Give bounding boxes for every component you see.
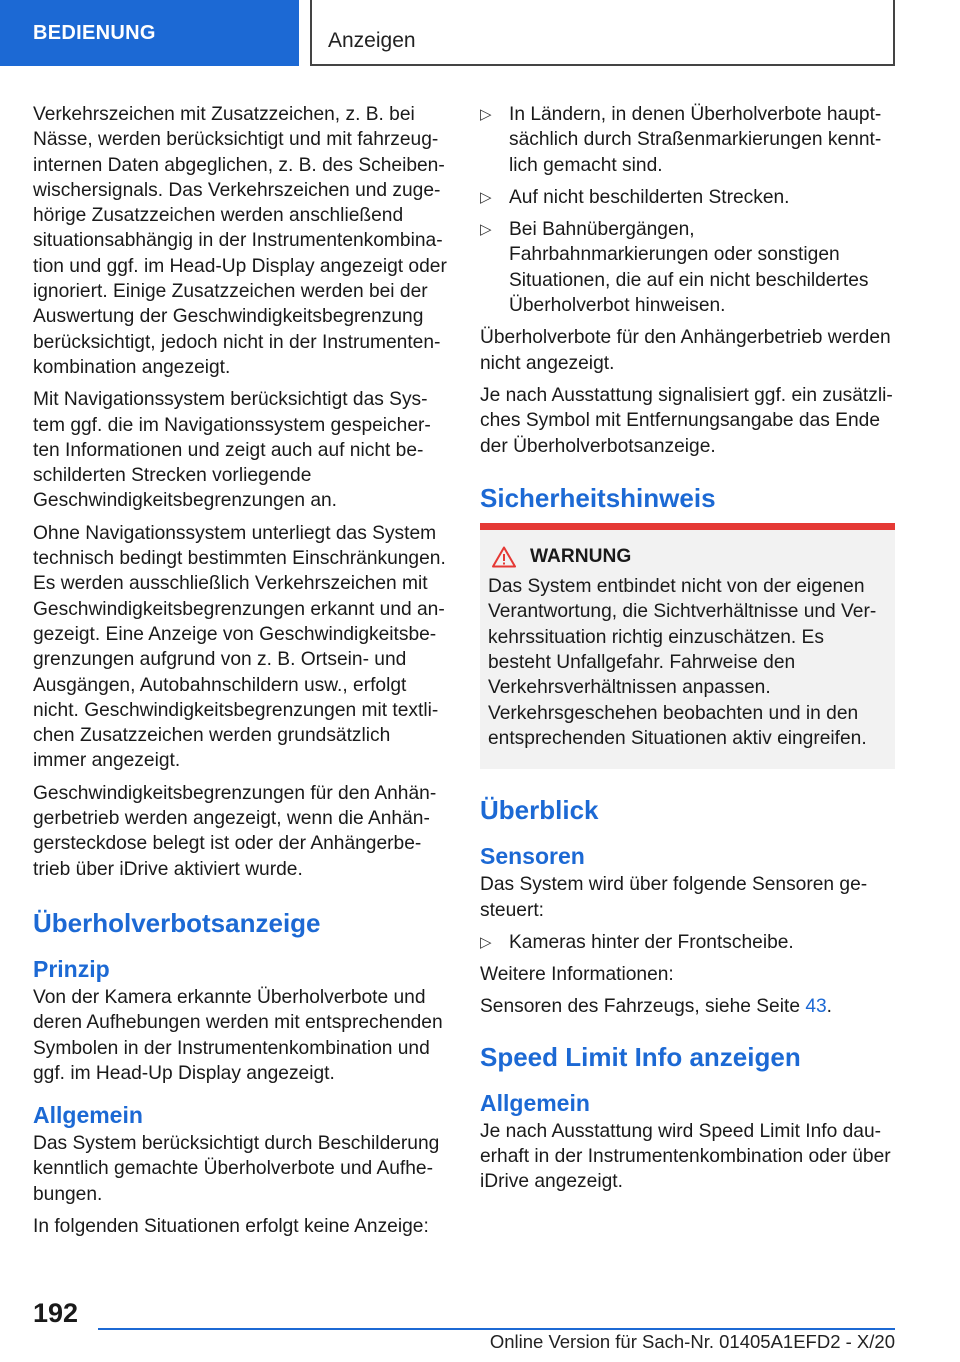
paragraph: Je nach Ausstattung wird Speed Limit Info dauerhaft in der Instrumentenkombination oder über iDrive angezeigt. <box>480 1120 891 1193</box>
section-heading-overview: Überblick <box>480 795 599 826</box>
paragraph: Das System wird über folgende Sensoren gesteuert: <box>480 874 868 921</box>
left-column <box>33 102 448 1246</box>
subheading-general: Allgemein <box>33 1102 143 1129</box>
list-item: ▷ Kameras hinter der Frontscheibe. <box>480 930 895 955</box>
paragraph: Ohne Navigationssystem unterliegt das System technisch bedingt bestimmten Einschränkungen. Es werden ausschließlich Verkehrszeichen mit Geschwindigkeitsbegrenzungen erkannt und angezeigt. Eine Anzeige von Geschwindigkeitsbegrenzungen aufgrund von z. B. Ortsein- und Ausgängen, Autobahnschildern usw., erfolgt nicht. Geschwindigkeitsbegrenzungen mit textlichen Zusatzzeichen werden grundsätzlich immer angezeigt. <box>33 522 446 772</box>
warning-title: WARNUNG <box>488 544 887 569</box>
section-tab[interactable]: BEDIENUNG <box>0 0 299 66</box>
triangle-bullet-icon: ▷ <box>480 221 492 239</box>
list-item: ▷ Auf nicht beschilderten Strecken. <box>480 185 895 210</box>
page-number: 192 <box>33 1298 79 1328</box>
warning-bar <box>480 523 895 530</box>
paragraph: Von der Kamera erkannte Überholverbote und deren Aufhebungen werden mit entsprechenden Symbolen in der Instrumentenkombination und ggf. im Head-Up Display angezeigt. <box>33 986 443 1084</box>
subheading-principle: Prinzip <box>33 955 110 982</box>
paragraph: Verkehrszeichen mit Zusatzzeichen, z. B. bei Nässe, werden berücksichtigt und mit fahrzeuginternen Daten abgeglichen, z. B. des Scheibenwischersignals. Das Verkehrszeichen und zugehörige Zusatzzeichen werden anschließend situationsabhängig in der Instrumentenkombination und ggf. im Head-Up Display angezeigt oder ignoriert. Einige Zusatzzeichen werden bei der Auswertung der Geschwindigkeitsbegrenzung berücksichtigt, jedoch nicht in der Instrumentenkombination angezeigt. <box>33 104 447 378</box>
paragraph: Weitere Informationen: <box>480 964 674 986</box>
paragraph: Mit Navigationssystem berücksichtigt das System ggf. die im Navigationssystem gespeicherten Informationen und zeigt auch auf nicht beschilderten Strecken vorliegende Geschwindigkeitsbegrenzungen an. <box>33 389 431 512</box>
bullet-list <box>480 930 895 955</box>
page-reference-link[interactable]: 43 <box>805 996 827 1018</box>
paragraph: Je nach Ausstattung signalisiert ggf. ein zusätzliches Symbol mit Entfernungsangabe das Ende der Überholverbotsanzeige. <box>480 384 893 457</box>
section-heading-safety: Sicherheitshinweis <box>480 482 716 513</box>
section-heading-overtaking: Überholverbotsanzeige <box>33 907 321 938</box>
chapter-title: Anzeigen <box>310 0 895 66</box>
footer-divider <box>98 1328 895 1330</box>
subheading-general: Allgemein <box>480 1089 590 1116</box>
paragraph: Das System berücksichtigt durch Beschilderung kenntlich gemachte Überholverbote und Aufhebungen. <box>33 1133 440 1205</box>
triangle-bullet-icon: ▷ <box>480 933 492 951</box>
paragraph: Geschwindigkeitsbegrenzungen für den Anhängerbetrieb werden angezeigt, wenn die Anhängersteckdose belegt ist oder der Anhängerbetrieb über iDrive aktiviert wurde. <box>33 782 437 880</box>
right-column <box>480 102 895 1202</box>
footer-version: Online Version für Sach-Nr. 01405A1EFD2 - X/20 <box>489 1331 895 1352</box>
triangle-bullet-icon: ▷ <box>480 188 492 206</box>
warning-triangle-icon <box>492 546 516 568</box>
list-item: ▷ In Ländern, in denen Überholverbote hauptsächlich durch Straßenmarkierungen kenntlich gemacht sind. <box>480 104 882 176</box>
page-header <box>0 0 960 66</box>
paragraph: In folgenden Situationen erfolgt keine Anzeige: <box>33 1215 429 1237</box>
bullet-list <box>480 102 895 318</box>
paragraph: Überholverbote für den Anhängerbetrieb werden nicht angezeigt. <box>480 327 891 374</box>
paragraph: Sensoren des Fahrzeugs, siehe Seite 43. <box>480 996 833 1018</box>
list-item: ▷ Bei Bahnübergängen, Fahrbahnmarkierungen oder sonstigen Situationen, die auf ein nicht beschildertes Überholverbot hinweisen. <box>480 219 869 317</box>
subheading-sensors: Sensoren <box>480 843 585 870</box>
warning-box <box>480 530 895 769</box>
section-heading-speed-limit: Speed Limit Info anzeigen <box>480 1041 801 1072</box>
triangle-bullet-icon: ▷ <box>480 106 492 123</box>
warning-text: Das System entbindet nicht von der eigenen Verantwortung, die Sichtverhältnisse und Verkehrssituation richtig einzuschätzen. Es besteht Unfallgefahr. Fahrweise den Verkehrsverhältnissen anpassen. Verkehrsgeschehen beobachten und in den entsprechenden Situationen aktiv eingreifen. <box>488 576 877 749</box>
